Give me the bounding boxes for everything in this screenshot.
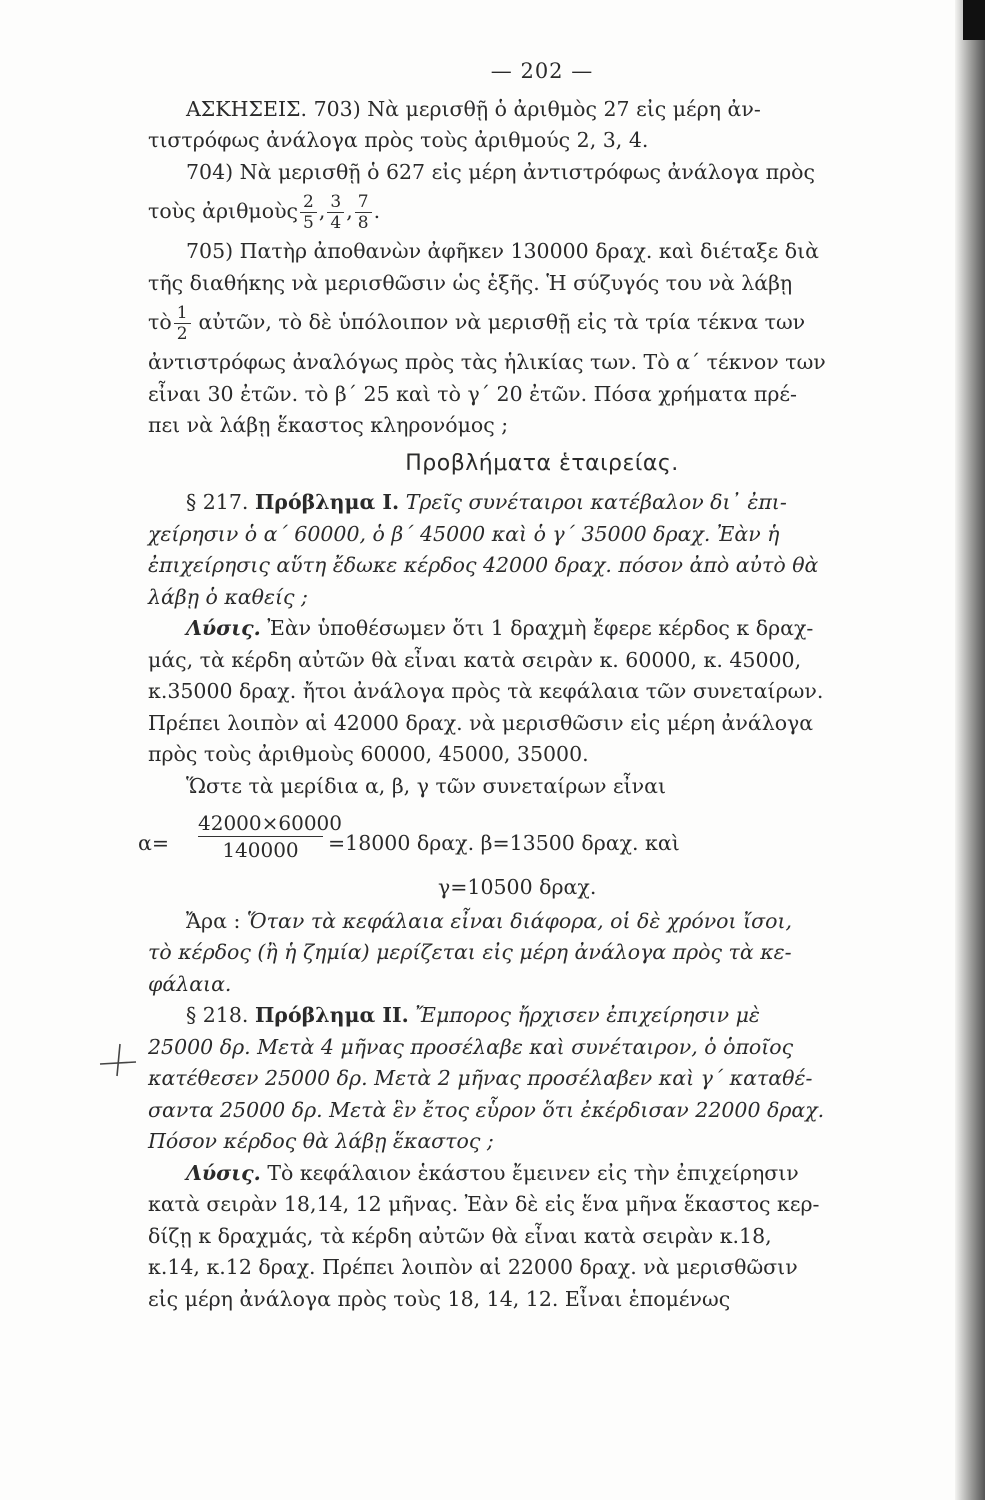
- section-number: § 218.: [186, 1003, 249, 1027]
- exercise-703-line-2: τιστρόφως ἀνάλογα πρὸς τοὺς ἀριθμούς 2, 3, 4.: [148, 128, 649, 152]
- exercise-705-line-4: ἀντιστρόφως ἀναλόγως πρὸς τὰς ἡλικίας των. Τὸ α΄ τέκνον των: [148, 350, 826, 374]
- problem-title: Πρόβλημα ΙΙ.: [254, 1003, 409, 1027]
- exercise-705-text-pre: τὸ: [148, 310, 172, 335]
- fraction-separator: .: [373, 199, 381, 224]
- fraction: $\frac{7}{8}$: [355, 192, 372, 233]
- problem-218-line-5: Πόσον κέρδος θὰ λάβῃ ἕκαστος ;: [148, 1129, 494, 1153]
- problem-text: Ἔμπορος ἤρχισεν ἐπιχείρησιν μὲ: [415, 1003, 760, 1027]
- problem-217-line-1: [148, 487, 936, 519]
- equation: [138, 806, 936, 870]
- margin-plus-mark-icon: [96, 1040, 140, 1080]
- solution-label: Λύσις.: [186, 1160, 261, 1185]
- solution-text: Ἐὰν ὑποθέσωμεν ὅτι 1 δραχμὴ ἔφερε κέρδος κ δραχ-: [267, 616, 814, 640]
- exercise-704-line-1: 704) Νὰ μερισθῇ ὁ 627 εἰς μέρη ἀντιστρόφως ἀνάλογα πρὸς: [186, 159, 815, 184]
- problem-title: Πρόβλημα Ι.: [254, 490, 400, 514]
- exercise-705-line-1: 705) Πατὴρ ἀποθανὼν ἀφῆκεν 130000 δραχ. καὶ διέταξε διὰ: [186, 239, 819, 263]
- equation-fraction: [198, 810, 343, 863]
- page-edge-shadow: [955, 0, 985, 1500]
- solution-217-line-2: μάς, τὰ κέρδη αὐτῶν θὰ εἶναι κατὰ σειρὰν κ. 60000, κ. 45000,: [148, 647, 802, 672]
- problem-text: Τρεῖς συνέταιροι κατέβαλον δι᾽ ἐπι-: [405, 490, 787, 514]
- exercise-703-line-1: ΑΣΚΗΣΕΙΣ. 703) Νὰ μερισθῇ ὁ ἀριθμὸς 27 εἰς μέρη ἀν-: [186, 96, 761, 121]
- solution-218-line-4: κ.14, κ.12 δραχ. Πρέπει λοιπὸν αἱ 22000 δραχ. νὰ μερισθῶσιν: [148, 1255, 798, 1279]
- problem-218-line-3: κατέθεσεν 25000 δρ. Μετὰ 2 μῆνας προσέλαβεν καὶ γ΄ καταθέ-: [148, 1066, 813, 1090]
- solution-217-line-6: Ὥστε τὰ μερίδια α, β, γ τῶν συνεταίρων εἶναι: [186, 773, 667, 798]
- fraction: $\frac{2}{5}$: [300, 192, 317, 233]
- solution-218-line-1: [148, 1158, 936, 1190]
- solution-217-line-4: Πρέπει λοιπὸν αἱ 42000 δραχ. νὰ μερισθῶσιν εἰς μέρη ἀνάλογα: [148, 710, 814, 735]
- fraction: $\frac{1}{2}$: [174, 303, 191, 344]
- equation-line-2: γ=10500 δραχ.: [438, 875, 597, 899]
- solution-text: Τὸ κεφάλαιον ἑκάστου ἔμεινεν εἰς τὴν ἐπιχείρησιν: [267, 1160, 799, 1185]
- problem-217-line-4: λάβῃ ὁ καθείς ;: [148, 584, 308, 609]
- page-corner-dark: [963, 0, 985, 40]
- conclusion-line-1: [148, 906, 936, 938]
- page-content: [138, 56, 936, 1315]
- problem-217-line-3: ἐπιχείρησις αὕτη ἔδωκε κέρδος 42000 δραχ. πόσον ἀπὸ αὐτὸ θὰ: [148, 553, 819, 577]
- equation-result: =18000 δραχ. β=13500 δραχ. καὶ: [328, 831, 680, 855]
- fraction-separator: ,: [318, 199, 326, 224]
- conclusion-text: Ὅταν τὰ κεφάλαια εἶναι διάφορα, οἱ δὲ χρόνοι ἴσοι,: [246, 908, 793, 933]
- exercise-705-text-post: αὐτῶν, τὸ δὲ ὑπόλοιπον νὰ μερισθῇ εἰς τὰ τρία τέκνα των: [198, 310, 806, 335]
- solution-218-line-5: εἰς μέρη ἀνάλογα πρὸς τοὺς 18, 14, 12. Εἶναι ἑπομένως: [148, 1286, 731, 1311]
- problem-218-line-2: 25000 δρ. Μετὰ 4 μῆνας προσέλαβε καὶ συνέταιρον, ὁ ὁποῖος: [148, 1034, 794, 1059]
- fraction-separator: ,: [346, 199, 353, 224]
- solution-218-line-3: δίζῃ κ δραχμάς, τὰ κέρδη αὐτῶν θὰ εἶναι κατὰ σειρὰν κ.18,: [148, 1223, 772, 1248]
- conclusion-line-3: φάλαια.: [148, 971, 232, 996]
- exercise-704-text: τοὺς ἀριθμοὺς: [148, 199, 299, 224]
- solution-217-line-5: πρὸς τοὺς ἀριθμοὺς 60000, 45000, 35000.: [148, 742, 589, 766]
- problem-217-line-2: χείρησιν ὁ α΄ 60000, ὁ β΄ 45000 καὶ ὁ γ΄ 35000 δραχ. Ἐὰν ἡ: [148, 521, 780, 546]
- section-heading: Προβλήματα ἑταιρείας.: [405, 450, 679, 476]
- fraction: $\frac{3}{4}$: [327, 192, 344, 233]
- exercise-705-line-3: [148, 299, 936, 347]
- equation-numerator: 42000×60000: [198, 811, 343, 835]
- equation-lhs: α=: [138, 831, 170, 855]
- equation-denominator: 140000: [222, 838, 299, 862]
- problem-218-line-4: σαντα 25000 δρ. Μετὰ ἓν ἔτος εὗρον ὅτι ἐκέρδισαν 22000 δραχ.: [148, 1097, 825, 1122]
- exercise-705-line-2: τῆς διαθήκης νὰ μερισθῶσιν ὡς ἑξῆς. Ἡ σύζυγός του νὰ λάβῃ: [148, 270, 793, 295]
- exercise-705-line-5: εἶναι 30 ἐτῶν. τὸ β΄ 25 καὶ τὸ γ΄ 20 ἐτῶν. Πόσα χρήματα πρέ-: [148, 381, 797, 406]
- conclusion-line-2: τὸ κέρδος (ἢ ἡ ζημία) μερίζεται εἰς μέρη ἀνάλογα πρὸς τὰ κε-: [148, 940, 792, 964]
- solution-218-line-2: κατὰ σειρὰν 18,14, 12 μῆνας. Ἐὰν δὲ εἰς ἕνα μῆνα ἕκαστος κερ-: [148, 1192, 820, 1216]
- section-number: § 217.: [186, 490, 249, 514]
- page-number: — 202 —: [490, 59, 594, 83]
- solution-217-line-3: κ.35000 δραχ. ἤτοι ἀνάλογα πρὸς τὰ κεφάλαια τῶν συνεταίρων.: [148, 679, 824, 703]
- solution-label: Λύσις.: [186, 616, 261, 640]
- conclusion-label: Ἄρα :: [186, 908, 241, 933]
- problem-218-line-1: [148, 1000, 936, 1032]
- solution-217-line-1: [148, 613, 936, 645]
- exercise-704-line-2: [148, 188, 936, 236]
- exercise-705-line-6: πει νὰ λάβῃ ἕκαστος κληρονόμος ;: [148, 413, 509, 437]
